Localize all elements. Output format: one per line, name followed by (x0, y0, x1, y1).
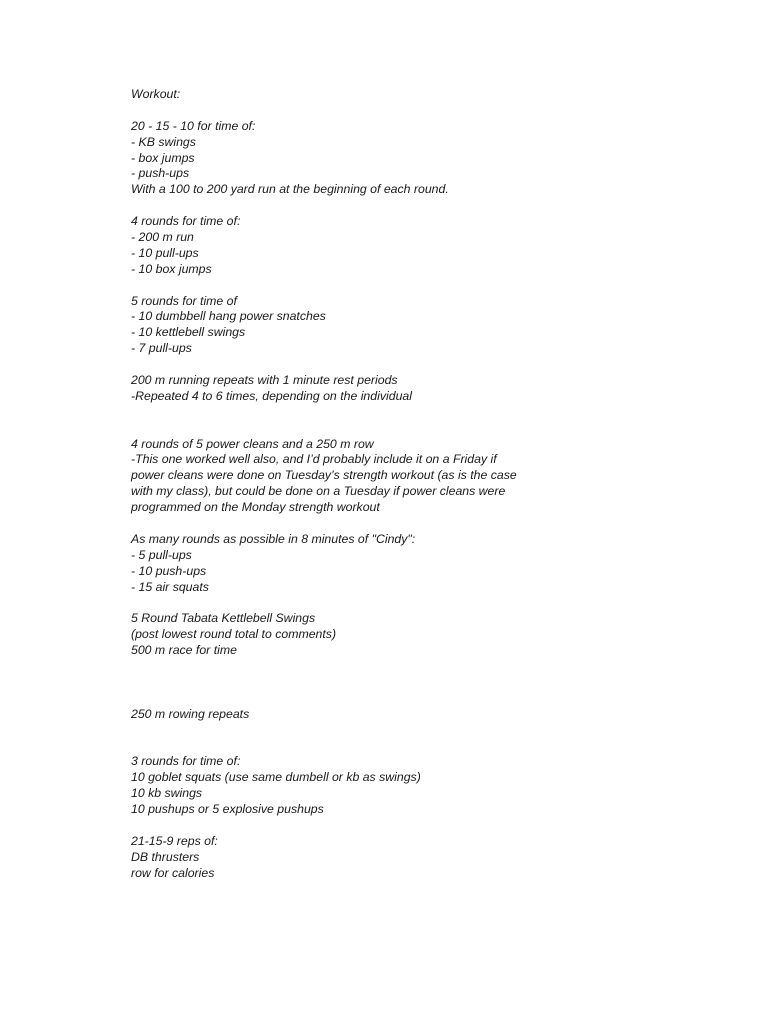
text-line: With a 100 to 200 yard run at the beginning of each round. (131, 182, 449, 197)
blank-line (131, 739, 731, 755)
text-line: programmed on the Monday strength workout (131, 500, 380, 515)
text-line: 500 m race for time (131, 643, 237, 658)
blank-line (131, 675, 731, 691)
text-line: - 7 pull-ups (131, 341, 192, 356)
text-line: - 10 pull-ups (131, 245, 199, 260)
text-line: 5 rounds for time of (131, 293, 237, 308)
text-line: -Repeated 4 to 6 times, depending on the individual (131, 388, 412, 403)
text-line: 200 m running repeats with 1 minute rest periods (131, 373, 398, 388)
blank-line (131, 103, 731, 119)
text-line: 4 rounds for time of: (131, 214, 241, 229)
text-line: As many rounds as possible in 8 minutes of "Cindy": (131, 531, 416, 546)
text-line: (post lowest round total to comments) (131, 627, 337, 642)
text-line: - 200 m run (131, 230, 194, 245)
text-line: 3 rounds for time of: (131, 754, 241, 769)
text-line: - 10 box jumps (131, 261, 212, 276)
blank-line (131, 659, 731, 675)
blank-line (131, 818, 731, 834)
text-line: 21-15-9 reps of: (131, 833, 218, 848)
text-line: 5 Round Tabata Kettlebell Swings (131, 611, 316, 626)
text-line: 10 kb swings (131, 786, 203, 801)
blank-line (131, 278, 731, 294)
blank-line (131, 198, 731, 214)
blank-line (131, 691, 731, 707)
text-line: - 10 dumbbell hang power snatches (131, 309, 326, 324)
text-line: - push-ups (131, 166, 190, 181)
text-line: Workout: (131, 87, 181, 101)
text-line: 4 rounds of 5 power cleans and a 250 m row (131, 436, 374, 451)
text-line: power cleans were done on Tuesday’s strength workout (as is the case (131, 468, 517, 483)
text-line: 10 goblet squats (use same dumbell or kb as swings) (131, 770, 421, 785)
blank-line (131, 596, 731, 612)
blank-line (131, 405, 731, 421)
text-line: - box jumps (131, 150, 195, 165)
text-line: with my class), but could be done on a Tuesday if power cleans were (131, 484, 506, 499)
blank-line (131, 516, 731, 532)
text-line: 20 - 15 - 10 for time of: (131, 118, 256, 133)
text-line: 10 pushups or 5 explosive pushups (131, 802, 324, 817)
blank-line (131, 421, 731, 437)
text-line: - KB swings (131, 134, 196, 149)
text-line: - 10 kettlebell swings (131, 325, 246, 340)
text-line: - 5 pull-ups (131, 547, 192, 562)
text-line: 250 m rowing repeats (131, 706, 250, 721)
text-line: - 15 air squats (131, 579, 209, 594)
text-line: row for calories (131, 865, 215, 880)
text-line: - 10 push-ups (131, 563, 207, 578)
blank-line (131, 723, 731, 739)
text-line: -This one worked well also, and I’d probably include it on a Friday if (131, 452, 497, 467)
text-line: DB thrusters (131, 849, 200, 864)
blank-line (131, 357, 731, 373)
document-body (131, 87, 731, 882)
